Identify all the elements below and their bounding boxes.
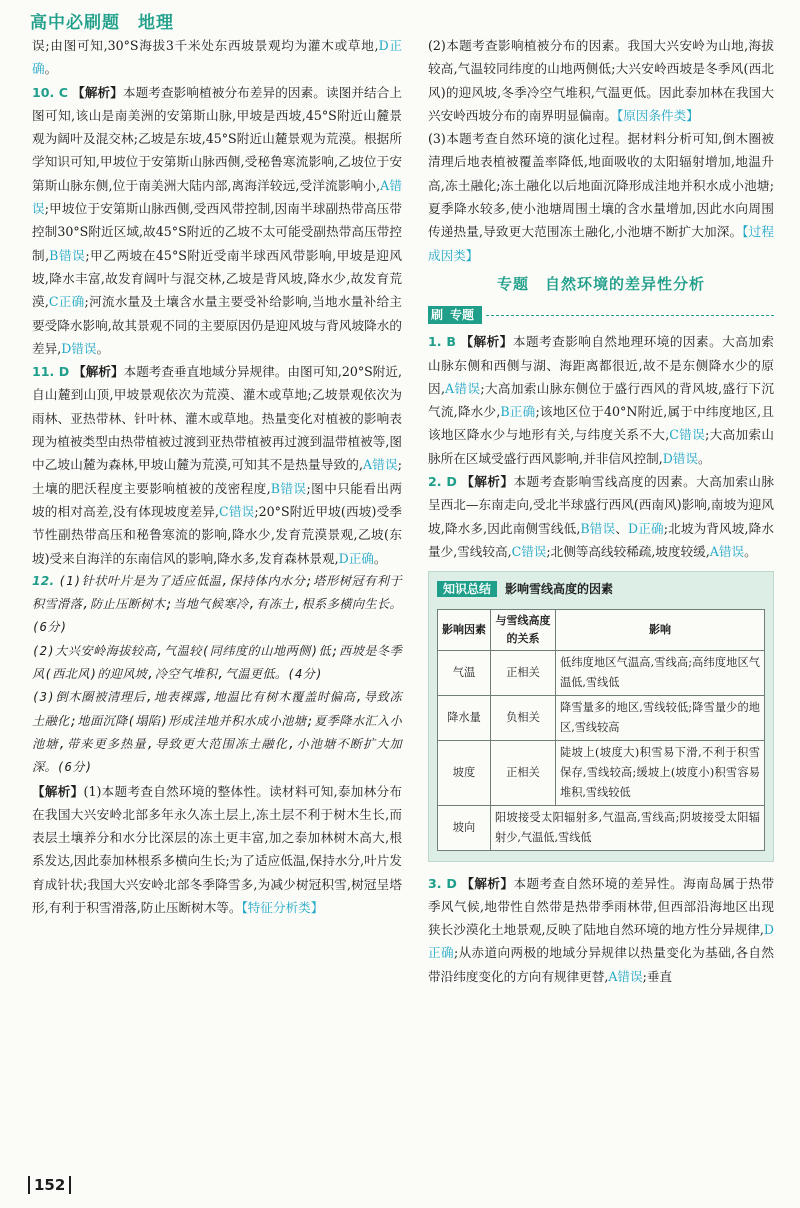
brush-icon: 刷 [428, 306, 446, 324]
answer-12-analysis: 【解析】(1)本题考查自然环境的整体性。读材料可知,泰加林分布在我国大兴安岭北部多年永久冻土层上,冻土层不利于树木生长,而表层土壤养分和水分比深层的冻土更丰富,加之泰加林树木高大,根系发达,因此泰加林根系多横向生长;为了适应低温,保持水分,叶片发育成针状;我国大兴安岭北部冬季降雪多,为减少树冠积雪,树冠呈塔形,有利于积雪滑落,防止压断树木等。【特征分析类】 [32, 783, 403, 915]
answer-2: 2. D 【解析】本题考查影响雪线高度的因素。大高加索山脉呈西北—东南走向,受北半球盛行西风(西南风)影响,南坡为迎风坡,降水多,因此南侧雪线低,B错误、D正确;北坡为背风坡,降水量少,雪线较高,C错误;北侧等高线较稀疏,坡度较缓,A错误。 [428, 474, 775, 559]
table-row: 降水量 负相关 降雪量多的地区,雪线较低;降雪量少的地区,雪线较高 [438, 695, 765, 740]
subject-title: 地理 [138, 13, 174, 33]
table-row: 坡度 正相关 陡坡上(坡度大)积雪易下滑,不利于积雪保存,雪线较高;缓坡上(坡度小)积雪容易堆积,雪线较低 [438, 740, 765, 805]
answer-11: 11. D 【解析】本题考查垂直地域分异规律。由图可知,20°S附近,自山麓到山顶,甲坡景观依次为荒漠、灌木或草地;乙坡景观依次为雨林、亚热带林、针叶林、灌木或草地。热量变化对植被的影响表现为植被类型由热带植被过渡到亚热带植被再过渡到温带植被等,图中乙坡山麓为森林,甲坡山麓为荒漠,可知其不是热量导致的,A错误;土壤的肥沃程度主要影响植被的茂密程度,B错误;图中只能看出两坡的相对高差,没有体现坡度差异,C错误;20°S附近甲坡(西坡)受季节性副热带高压和秘鲁寒流的影响,降水少,发育荒漠景观,乙坡(东坡)受来自海洋的东南信风的影响,降水多,发育森林景观,D正确。 [32, 364, 402, 566]
table-header: 影响因素 [438, 609, 491, 650]
question-number: 11. D [32, 364, 70, 380]
answer-12-part1: 12. (1)针状叶片是为了适应低温,保持体内水分;塔形树冠有利于积雪滑落,防止压断树木;当地气候寒冷,有冻土,根系多横向生长。(6分) [32, 573, 402, 635]
answer-3: 3. D 【解析】本题考查自然环境的差异性。海南岛属于热带季风气候,地带性自然带是热带季雨林带,但西部沿海地区出现狭长沙漠化土地景观,反映了陆地自然环境的地方性分异规律,D正确;从赤道向两极的地域分异规律以热量变化为基础,各自然带沿纬度变化的方向有规律更替,A错误;垂直 [428, 875, 775, 984]
knowledge-summary-box [428, 571, 774, 861]
section-title: 专题 自然环境的差异性分析 [496, 274, 705, 293]
answer-10: 10. C 【解析】本题考查影响植被分布差异的因素。读图并结合上图可知,该山是南美洲的安第斯山脉,甲坡是西坡,45°S附近山麓景观为阔叶及混交林;乙坡是东坡,45°S附近山麓景观为荒漠。根据所学知识可知,甲坡位于安第斯山脉西侧,受秘鲁寒流影响,乙坡位于安第斯山脉东侧,位于南美洲大陆内部,离海洋较远,受洋流影响小,A错误;甲坡位于安第斯山脉西侧,受西风带控制,因南半球副热带高压带控制30°S附近区域,故45°S附近的乙坡不太可能受副热带高压带控制,B错误;甲乙两坡在45°S附近受南半球西风带影响,甲坡是迎风坡,降水丰富,故发育阔叶与混交林,乙坡是背风坡,降水少,故发育荒漠,C正确;河流水量及土壤含水量主要受补给影响,当地水量补给主要受降水影响,故其景观不同的主要原因仍是迎风坡与背风坡降水的差异,D错误。 [32, 84, 403, 356]
book-title: 高中必刷题 [30, 13, 120, 33]
answer-12-part3: (3)倒木圈被清理后,地表裸露,地温比有树木覆盖时偏高,导致冻土融化;地面沉降(塌陷)形成洼地并积水成小池塘;夏季降水汇入小池塘,带来更多热量,导致更大范围冻土融化,小池塘不断扩大加深。(6分) [32, 690, 402, 775]
knowledge-summary-header: 知识总结 影响雪线高度的因素 [437, 578, 765, 601]
right-column [428, 34, 774, 988]
category-tag: 【过程成因类】 [428, 224, 774, 263]
question-number: 10. C [32, 84, 69, 100]
question-number: 2. D [428, 474, 457, 490]
answer-1: 1. B 【解析】本题考查影响自然地理环境的因素。大高加索山脉东侧和西侧与湖、海距离都很近,故不是东侧降水少的原因,A错误;大高加索山脉东侧位于盛行西风的背风坡,盛行下沉气流,降水少,B正确;该地区位于40°N附近,属于中纬度地区,且该地区降水少与地形有关,与纬度关系不大,C错误;大高加索山脉所在区域受盛行西风影响,并非信风控制,D错误。 [428, 334, 775, 466]
table-row: 气温 正相关 低纬度地区气温高,雪线高;高纬度地区气温低,雪线低 [438, 650, 765, 695]
table-row: 坡向 阳坡接受太阳辐射多,气温高,雪线高;阴坡接受太阳辐射少,气温低,雪线低 [438, 805, 765, 850]
left-column [32, 34, 402, 919]
snowline-factors-table [437, 609, 765, 851]
table-header-row [438, 609, 765, 650]
question-number: 12. [32, 573, 55, 588]
category-tag: 【特征分析类】 [241, 899, 324, 915]
question-number: 3. D [428, 875, 457, 891]
answer-9-tail: 误;由图可知,30°S海拔3千米处东西坡景观均为灌木或草地,D正确。 [32, 38, 402, 77]
analysis-12-part3: (3)本题考查自然环境的演化过程。据材料分析可知,倒木圈被清理后地表植被覆盖率降低,地面吸收的太阳辐射增加,地温升高,冻土融化;冻土融化以后地面沉降形成洼地并积水成小池塘;夏季降水较多,使小池塘周围土壤的含水量增加,因此水向周围传递热量,导致更大范围冻土融化,小池塘不断扩大加深。【过程成因类】 [428, 131, 774, 263]
table-header: 与雪线高度的关系 [491, 609, 556, 650]
page-number: 152 [28, 1176, 71, 1194]
table-header: 影响 [556, 609, 765, 650]
analysis-12-part2: (2)本题考查影响植被分布的因素。我国大兴安岭为山地,海拔较高,气温较同纬度的山地两侧低;大兴安岭西坡是冬季风(西北风)的迎风坡,冬季冷空气堆积,气温更低。因此泰加林在我国大兴安岭西坡分布的南界明显偏南。【原因条件类】 [428, 38, 774, 123]
section-badge [428, 304, 774, 326]
badge-label: 专题 [446, 306, 482, 324]
running-header [30, 8, 192, 33]
badge-divider [486, 315, 774, 316]
answer-12-part2: (2)大兴安岭海拔较高,气温较(同纬度的山地两侧)低;西坡是冬季风(西北风)的迎风坡,冷空气堆积,气温更低。(4分) [32, 643, 402, 682]
category-tag: 【原因条件类】 [616, 107, 699, 123]
question-number: 1. B [428, 334, 457, 350]
